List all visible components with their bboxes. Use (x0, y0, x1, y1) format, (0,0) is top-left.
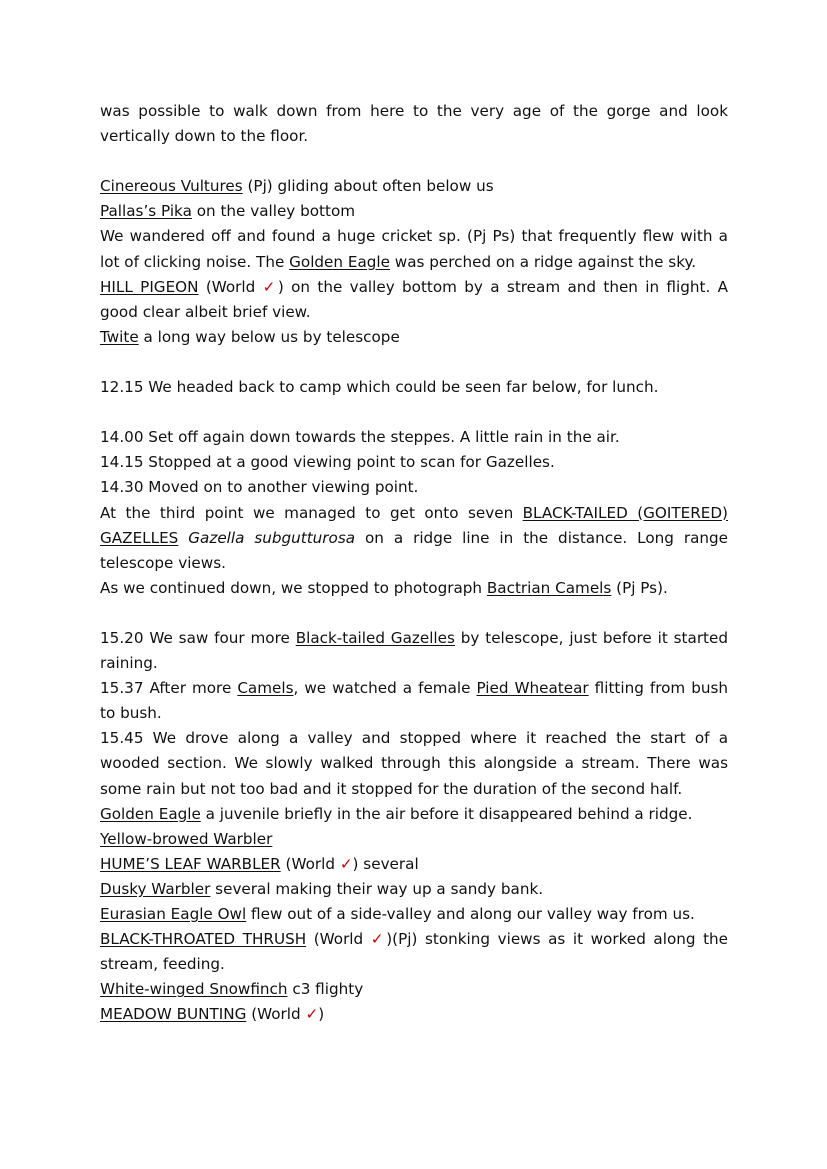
sighting-note: a long way below us by telescope (138, 327, 400, 346)
sighting-note: several (358, 854, 419, 873)
sighting-note: several making their way up a sandy bank. (210, 879, 544, 898)
sighting-meadow-bunting: MEADOW BUNTING (World ✓) (100, 1005, 325, 1024)
paragraph-gorge: was possible to walk down from here to the very age of the gorge and look vertically down to the floor. (100, 102, 728, 146)
spacer (100, 400, 728, 425)
species-name: Yellow-browed Warbler (100, 829, 273, 848)
paragraph-camels: As we continued down, we stopped to photograph Bactrian Camels (Pj Ps). (100, 578, 668, 597)
sighting-eurasian-eagle-owl (100, 902, 728, 927)
species-name: Golden Eagle (100, 804, 201, 823)
check-icon: ✓ (339, 854, 353, 873)
check-icon: ✓ (305, 1005, 319, 1024)
check-icon: ✓ (370, 930, 387, 949)
species-name: HILL PIGEON (100, 277, 199, 296)
latin-name: Gazella subgutturosa (188, 528, 356, 547)
species-name: HUME’S LEAF WARBLER (100, 854, 281, 873)
species-name: Pallas’s Pika (100, 202, 192, 221)
sighting-note: a juvenile briefly in the air before it disappeared behind a ridge. (200, 804, 693, 823)
sighting-note: flew out of a side-valley and along our valley way from us. (246, 905, 695, 923)
spacer (100, 350, 728, 375)
sighting-pallas-pika (100, 199, 728, 224)
entry-1215: 12.15 We headed back to camp which could be seen far below, for lunch. (100, 378, 659, 397)
entry-1545: 15.45 We drove along a valley and stopped where it reached the start of a wooded section. We slowly walked through this alongside a stream. There was some rain but not too bad and it stopped for the duration of the second half. (100, 729, 728, 798)
entry-1400: 14.00 Set off again down towards the steppes. A little rain in the air. (100, 428, 620, 447)
species-name: Pied Wheatear (476, 679, 589, 698)
entry-1537: 15.37 After more Camels, we watched a female Pied Wheatear flitting from bush to bush. (100, 679, 729, 723)
spacer (100, 149, 728, 174)
species-name: MEADOW BUNTING (100, 1005, 247, 1024)
sighting-twite (100, 325, 728, 350)
sighting-cinereous-vultures (100, 174, 728, 199)
sighting-dusky-warbler (100, 877, 728, 902)
species-name: Eurasian Eagle Owl (100, 905, 247, 923)
paragraph-cricket: We wandered off and found a huge cricket sp. (Pj Ps) that frequently flew with a lot of clicking noise. The Golden Eagle was perched on a ridge against the sky. (100, 227, 728, 271)
species-name: Golden Eagle (289, 252, 390, 271)
species-name: Black-tailed Gazelles (295, 628, 455, 647)
check-icon: ✓ (262, 277, 278, 296)
sighting-note: c3 flighty (287, 980, 364, 999)
document-page (100, 99, 728, 1027)
sighting-golden-eagle (100, 802, 728, 827)
entry-1520: 15.20 We saw four more Black-tailed Gazelles by telescope, just before it started raining. (100, 628, 728, 673)
species-name: Dusky Warbler (100, 879, 211, 898)
species-name: Camels (237, 679, 294, 698)
sighting-note: (Pj) gliding about often below us (242, 177, 494, 196)
sighting-note: on the valley bottom by a stream and then in flight. A good clear albeit brief view. (100, 277, 728, 321)
species-name: White-winged Snowfinch (100, 980, 288, 999)
species-name: BLACK-THROATED THRUSH (100, 930, 307, 949)
species-name: Cinereous Vultures (100, 177, 243, 196)
species-name: BLACK-TAILED (GOITERED) GAZELLES (100, 503, 728, 547)
sighting-white-winged-snowfinch (100, 977, 728, 1002)
entry-1430: 14.30 Moved on to another viewing point. (100, 478, 419, 497)
entry-1415: 14.15 Stopped at a good viewing point to scan for Gazelles. (100, 453, 555, 472)
sighting-hill-pigeon: HILL PIGEON (World ✓) on the valley bottom by a stream and then in flight. A good clear albeit brief view. (100, 277, 728, 321)
sighting-black-throated-thrush: BLACK-THROATED THRUSH (World ✓)(Pj) stonking views as it worked along the stream, feeding. (100, 930, 729, 974)
species-name: Bactrian Camels (486, 578, 612, 597)
sighting-note: stonking views as it worked along the stream, feeding. (100, 930, 729, 974)
sighting-yellow-browed-warbler (100, 827, 728, 852)
species-name: Twite (100, 327, 139, 346)
sighting-humes-leaf-warbler: HUME’S LEAF WARBLER (World ✓) several (100, 854, 419, 873)
sighting-note: on the valley bottom (191, 202, 356, 221)
spacer (100, 601, 728, 626)
paragraph-gazelles: At the third point we managed to get onto seven BLACK-TAILED (GOITERED) GAZELLES Gazella subgutturosa on a ridge line in the distance. Long range telescope views. (100, 503, 729, 572)
